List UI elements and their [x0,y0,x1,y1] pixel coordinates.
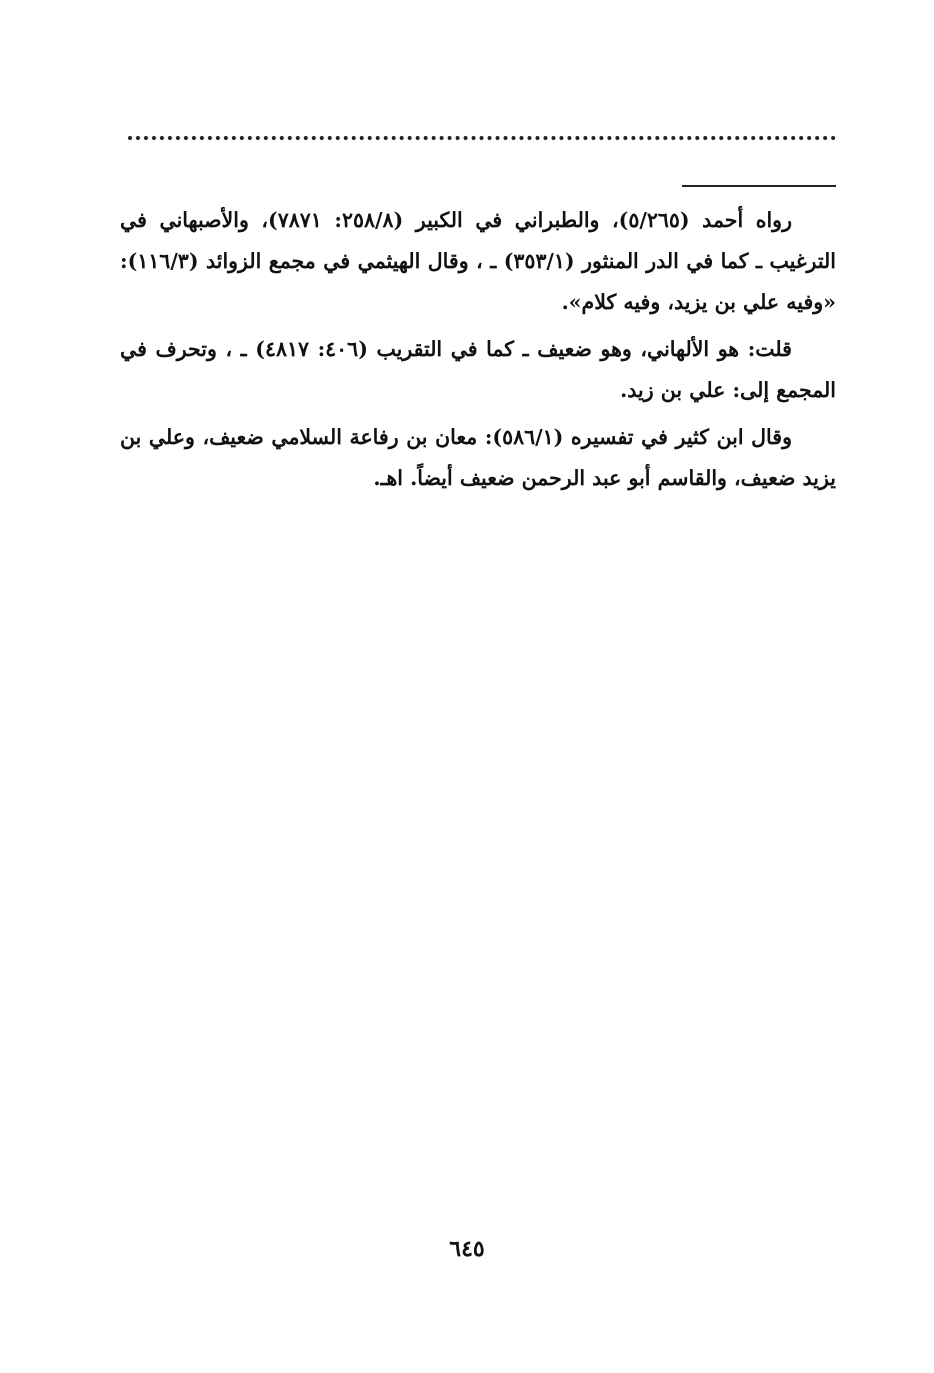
page-number: ٦٤٥ [449,1236,485,1262]
footnote-paragraph-2: قلت: هو الألهاني، وهو ضعيف ـ كما في التقريب (٤٠٦: ٤٨١٧) ـ ، وتحرف في المجمع إلى: علي بن زيد. [120,337,836,402]
footnote-paragraph-3: وقال ابن كثير في تفسيره (٥٨٦/١): معان بن رفاعة السلامي ضعيف، وعلي بن يزيد ضعيف، والقاسم أبو عبد الرحمن ضعيف أيضاً. اهـ. [120,425,836,490]
footnote-separator-line [682,185,836,187]
footnotes-section [120,200,836,505]
footnote-paragraph-1: رواه أحمد (٥/٢٦٥)، والطبراني في الكبير (٢٥٨/٨: ٧٨٧١)، والأصبهاني في الترغيب ـ كما في الدر المنثور (٣٥٣/١) ـ ، وقال الهيثمي في مجمع الزوائد (١١٦/٣): «وفيه علي بن يزيد، وفيه كلام». [120,208,836,314]
dotted-separator [128,136,836,140]
